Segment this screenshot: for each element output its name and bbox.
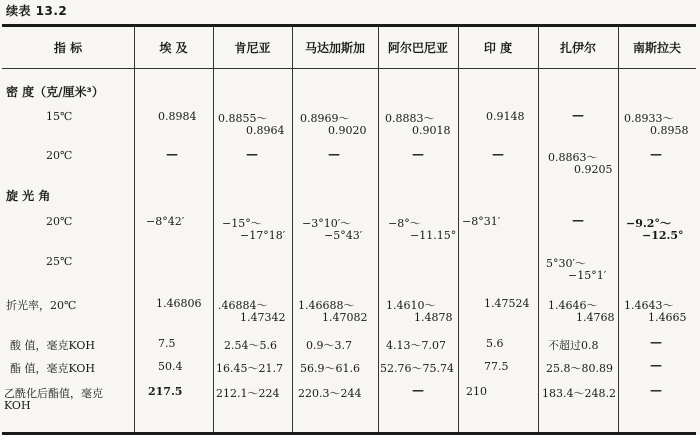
cell-ester-yugoslavia: — [650, 358, 662, 372]
row-label-r20: 20℃ [46, 215, 73, 228]
cell-r20-madagascar-end: −5°43′ [324, 229, 363, 242]
cell-r20-egypt: −8°42′ [146, 215, 185, 228]
cell-ester-india: 77.5 [484, 360, 509, 373]
row-label-rotation: 旋 光 角 [6, 189, 51, 203]
header-indicator: 指 标 [53, 41, 83, 55]
header-madagascar: 马达加斯加 [304, 41, 365, 55]
cell-r20-albania: −8°～ [388, 217, 421, 230]
cell-d15-kenya-end: 0.8964 [246, 124, 285, 137]
header-divider [2, 68, 696, 69]
cell-acid-albania: 4.13～7.07 [386, 339, 446, 352]
cell-d20-zaire-end: 0.9205 [574, 163, 613, 176]
cell-refr-zaire: 1.4646～ [548, 299, 598, 312]
cell-ester-albania: 52.76～75.74 [380, 362, 454, 375]
header-yugoslavia: 南斯拉夫 [632, 41, 681, 55]
column-divider [618, 27, 619, 432]
cell-acetyl-india: 210 [466, 385, 487, 398]
cell-acid-madagascar: 0.9～3.7 [306, 339, 352, 352]
row-label-d15: 15℃ [46, 110, 73, 123]
cell-d15-zaire: — [572, 108, 584, 122]
header-albania: 阿尔巴尼亚 [387, 41, 448, 55]
cell-d20-yugoslavia: — [650, 147, 662, 161]
column-divider [213, 27, 214, 432]
column-divider [134, 27, 135, 432]
cell-r25-zaire-end: −15°1′ [568, 269, 607, 282]
cell-refr-yugoslavia: 1.4643～ [624, 299, 674, 312]
header-kenya: 肯尼亚 [234, 41, 271, 55]
cell-d15-kenya: 0.8855～ [218, 112, 268, 125]
column-divider [458, 27, 459, 432]
cell-acid-yugoslavia: — [650, 335, 662, 349]
cell-d20-india: — [492, 147, 504, 161]
cell-d15-yugoslavia: 0.8933～ [624, 112, 674, 125]
table-caption: 续表 13.2 [6, 4, 68, 18]
column-divider [378, 27, 379, 432]
cell-refr-yugoslavia-end: 1.4665 [648, 311, 687, 324]
row-label-acid: 酸 值，毫克KOH [10, 339, 96, 352]
header-india: 印 度 [483, 41, 513, 55]
cell-d15-madagascar-end: 0.9020 [328, 124, 367, 137]
cell-d20-zaire: 0.8863～ [548, 151, 598, 164]
cell-d15-yugoslavia-end: 0.8958 [650, 124, 689, 137]
cell-acetyl-kenya: 212.1～224 [216, 387, 280, 400]
cell-refr-albania: 1.4610～ [386, 299, 436, 312]
cell-r20-india: −8°31′ [462, 215, 501, 228]
cell-r20-albania-end: −11.15° [410, 229, 457, 242]
cell-refr-egypt: 1.46806 [156, 297, 202, 310]
cell-d15-madagascar: 0.8969～ [300, 112, 350, 125]
column-divider [292, 27, 293, 432]
cell-d20-madagascar: — [328, 147, 340, 161]
cell-r25-zaire: 5°30′～ [546, 257, 586, 270]
row-label-r25: 25℃ [46, 255, 73, 268]
cell-acid-india: 5.6 [486, 337, 504, 350]
cell-r20-zaire: — [572, 213, 584, 227]
cell-acetyl-albania: — [412, 383, 424, 397]
cell-r20-kenya-end: −17°18′ [240, 229, 286, 242]
row-label-ester: 酯 值，毫克KOH [10, 362, 96, 375]
data-table [2, 24, 696, 435]
row-label-acetyl-unit: KOH [4, 399, 31, 412]
cell-d15-india: 0.9148 [486, 110, 525, 123]
cell-acetyl-yugoslavia: — [650, 383, 662, 397]
row-label-acetyl: 乙酰化后酯值，毫克 [4, 387, 103, 400]
cell-acid-egypt: 7.5 [158, 337, 176, 350]
cell-ester-kenya: 16.45～21.7 [216, 362, 283, 375]
cell-refr-madagascar: 1.46688～ [298, 299, 355, 312]
cell-refr-india: 1.47524 [484, 297, 530, 310]
cell-ester-egypt: 50.4 [158, 360, 183, 373]
cell-d20-egypt: — [166, 147, 178, 161]
cell-r20-yugoslavia: −9.2°～ [626, 217, 671, 230]
cell-refr-kenya-end: 1.47342 [240, 311, 286, 324]
row-label-density: 密 度（克/厘米³） [6, 85, 104, 99]
cell-d20-albania: — [412, 147, 424, 161]
cell-r20-madagascar: −3°10′～ [302, 217, 352, 230]
row-label-refraction: 折光率，20℃ [6, 299, 77, 312]
cell-refr-kenya: .46884～ [218, 299, 268, 312]
header-zaire: 扎伊尔 [559, 41, 596, 55]
cell-refr-madagascar-end: 1.47082 [322, 311, 368, 324]
cell-acetyl-zaire: 183.4～248.2 [542, 387, 616, 400]
cell-acid-kenya: 2.54～5.6 [224, 339, 277, 352]
row-label-d20: 20℃ [46, 149, 73, 162]
cell-ester-zaire: 25.8～80.89 [546, 362, 613, 375]
cell-r20-yugoslavia-end: −12.5° [642, 229, 684, 242]
cell-d20-kenya: — [246, 147, 258, 161]
column-divider [538, 27, 539, 432]
cell-ester-madagascar: 56.9～61.6 [300, 362, 360, 375]
cell-r20-kenya: −15°～ [222, 217, 262, 230]
cell-d15-egypt: 0.8984 [158, 110, 197, 123]
cell-d15-albania-end: 0.9018 [412, 124, 451, 137]
cell-refr-albania-end: 1.4878 [414, 311, 453, 324]
cell-d15-albania: 0.8883～ [385, 112, 435, 125]
header-egypt: 埃 及 [159, 41, 188, 55]
cell-acid-zaire: 不超过0.8 [548, 339, 599, 352]
cell-acetyl-egypt: 217.5 [148, 385, 183, 398]
cell-acetyl-madagascar: 220.3～244 [298, 387, 362, 400]
cell-refr-zaire-end: 1.4768 [576, 311, 615, 324]
